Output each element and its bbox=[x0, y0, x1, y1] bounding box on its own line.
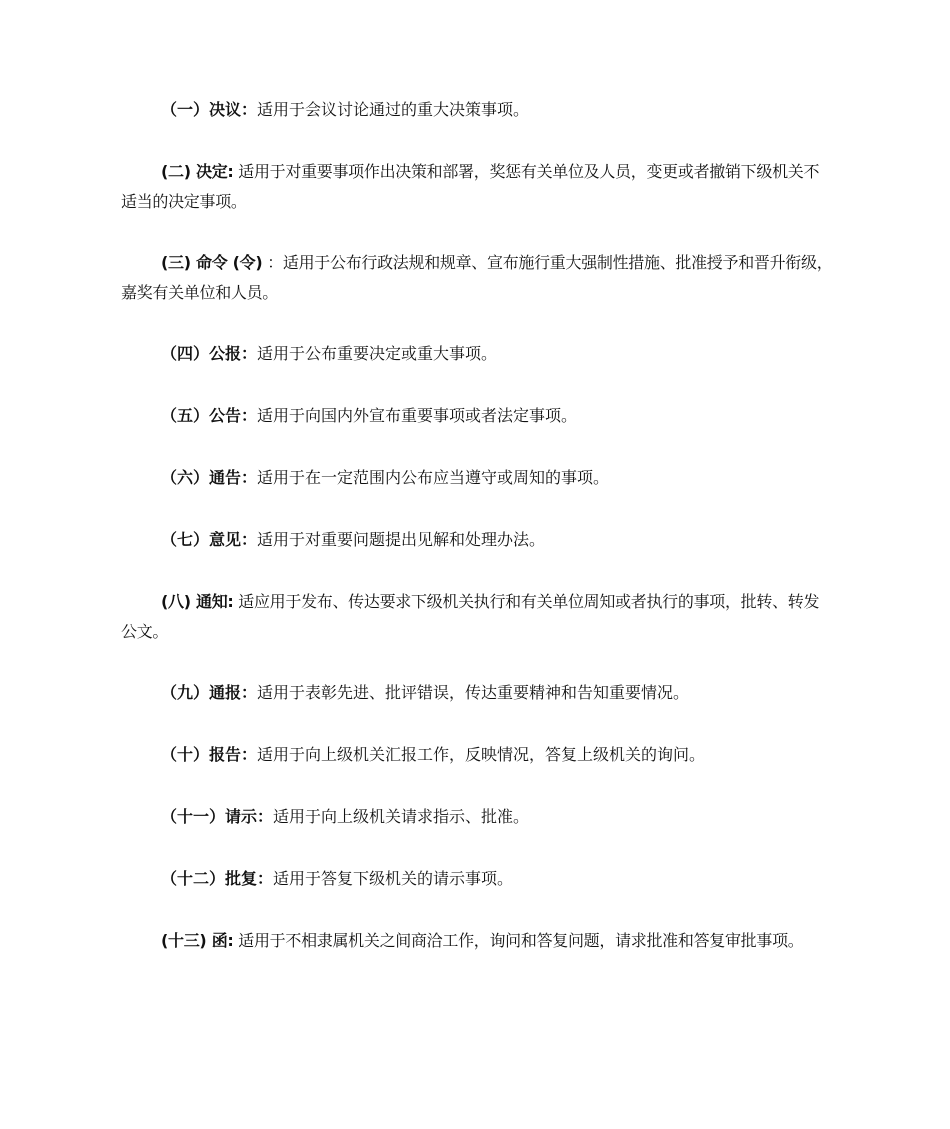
term-description: 适用于对重要问题提出见解和处理办法。 bbox=[257, 530, 546, 549]
term-label: (三) 命令 (令) bbox=[161, 253, 263, 272]
term-label: （十）报告： bbox=[161, 745, 258, 764]
paragraph-decision bbox=[121, 157, 833, 217]
paragraph-resolution bbox=[121, 95, 833, 125]
term-description: 适用于向上级机关汇报工作，反映情况，答复上级机关的询问。 bbox=[257, 745, 706, 764]
paragraph-opinion bbox=[121, 525, 833, 555]
term-label: （十一）请示： bbox=[161, 807, 274, 826]
term-label: (二) 决定: bbox=[161, 162, 234, 181]
term-description: 适用于不相隶属机关之间商洽工作，询问和答复问题，请求批准和答复审批事项。 bbox=[233, 931, 804, 950]
term-label: (八) 通知: bbox=[161, 592, 234, 611]
paragraph-report bbox=[121, 740, 833, 770]
term-label: （九）通报： bbox=[161, 683, 258, 702]
term-label: （五）公告： bbox=[161, 406, 258, 425]
term-description: ：适用于公布行政法规和规章、宣布施行重大强制性措施、批准授予和晋升衔级，嘉奖有关单位和人员。 bbox=[121, 253, 833, 302]
term-label: （四）公报： bbox=[161, 344, 258, 363]
term-label: （一）决议： bbox=[161, 100, 258, 119]
paragraph-public-notice bbox=[121, 463, 833, 493]
term-description: 适用于在一定范围内公布应当遵守或周知的事项。 bbox=[257, 468, 610, 487]
term-label: (十三) 函: bbox=[161, 931, 234, 950]
term-description: 适用于向国内外宣布重要事项或者法定事项。 bbox=[257, 406, 578, 425]
paragraph-announcement bbox=[121, 401, 833, 431]
term-description: 适应用于发布、传达要求下级机关执行和有关单位周知或者执行的事项，批转、转发公文。 bbox=[121, 592, 820, 641]
term-description: 适用于对重要事项作出决策和部署，奖惩有关单位及人员，变更或者撤销下级机关不适当的决定事项。 bbox=[121, 162, 820, 211]
term-label: （七）意见： bbox=[161, 530, 258, 549]
term-description: 适用于答复下级机关的请示事项。 bbox=[273, 869, 514, 888]
term-description: 适用于向上级机关请求指示、批准。 bbox=[273, 807, 530, 826]
paragraph-order bbox=[121, 248, 833, 308]
paragraph-request bbox=[121, 802, 833, 832]
paragraph-letter bbox=[121, 926, 833, 956]
term-description: 适用于会议讨论通过的重大决策事项。 bbox=[257, 100, 530, 119]
term-label: （十二）批复： bbox=[161, 869, 274, 888]
paragraph-reply bbox=[121, 864, 833, 894]
paragraph-notice bbox=[121, 587, 833, 647]
term-description: 适用于表彰先进、批评错误，传达重要精神和告知重要情况。 bbox=[257, 683, 690, 702]
term-label: （六）通告： bbox=[161, 468, 258, 487]
paragraph-circular bbox=[121, 678, 833, 708]
term-description: 适用于公布重要决定或重大事项。 bbox=[257, 344, 498, 363]
paragraph-communique bbox=[121, 339, 833, 369]
